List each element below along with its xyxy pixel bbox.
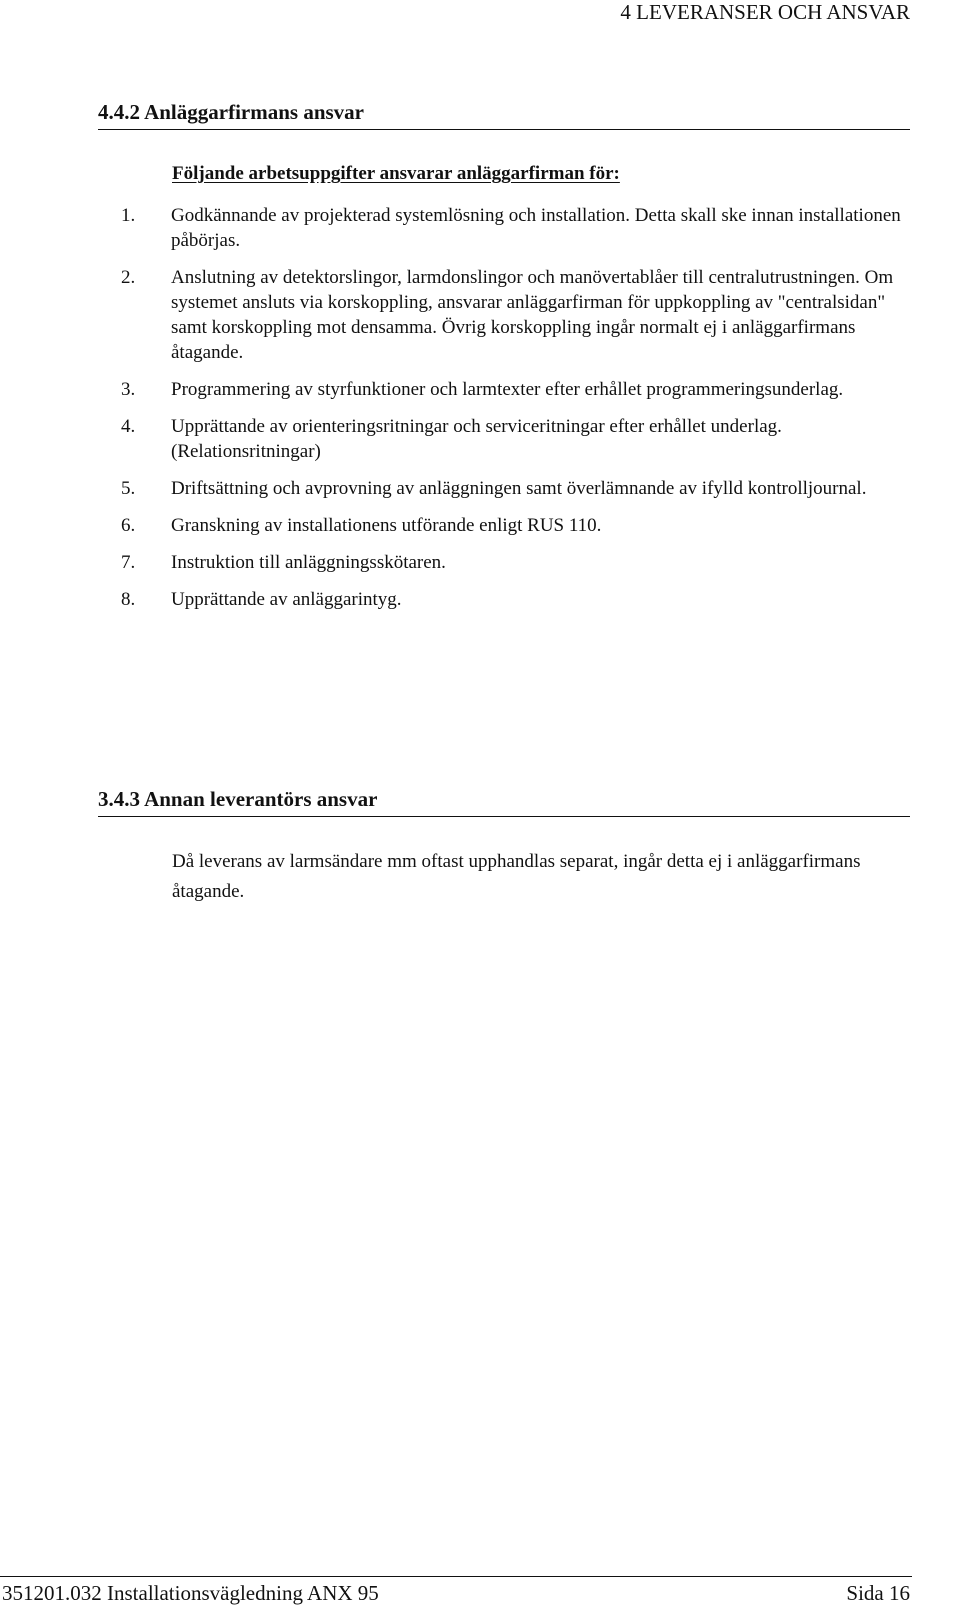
list-item <box>0 265 960 365</box>
list-item <box>0 513 960 538</box>
item-number: 5. <box>121 478 136 499</box>
item-text: Upprättande av anläggarintyg. <box>171 589 402 610</box>
item-text: Programmering av styrfunktioner och larmtexter efter erhållet programmeringsunderlag. <box>171 379 844 400</box>
running-header: 4 LEVERANSER OCH ANSVAR <box>620 0 910 24</box>
task-list-subheading: Följande arbetsuppgifter ansvarar anläggarfirman för: <box>172 163 620 184</box>
section-heading-442: 4.4.2 Anläggarfirmans ansvar <box>98 100 910 130</box>
item-number: 3. <box>121 379 136 400</box>
item-text: Godkännande av projekterad systemlösning och installation. Detta skall ske innan installationen påbörjas. <box>171 205 901 251</box>
item-text: Driftsättning och avprovning av anläggningen samt överlämnande av ifylld kontrolljournal. <box>171 478 867 499</box>
list-item <box>0 377 960 402</box>
list-item <box>0 587 960 612</box>
section-heading-343: 3.4.3 Annan leverantörs ansvar <box>98 787 910 817</box>
task-list <box>0 203 960 624</box>
list-item <box>0 203 960 253</box>
section-paragraph: Då leverans av larmsändare mm oftast upphandlas separat, ingår detta ej i anläggarfirmans åtagande. <box>172 851 861 902</box>
footer-divider <box>0 1576 912 1577</box>
item-number: 4. <box>121 416 136 437</box>
item-number: 1. <box>121 205 136 226</box>
page-number: Sida 16 <box>846 1581 910 1605</box>
item-number: 7. <box>121 552 136 573</box>
item-number: 2. <box>121 267 136 288</box>
list-item <box>0 414 960 464</box>
item-number: 8. <box>121 589 136 610</box>
page-footer <box>0 1576 960 1612</box>
item-text: Upprättande av orienteringsritningar och serviceritningar efter erhållet underlag. (Relationsritningar) <box>171 416 782 462</box>
item-text: Anslutning av detektorslingor, larmdonslingor och manövertablåer till centralutrustningen. Om systemet ansluts via korskoppling, ansvarar anläggarfirman för uppkoppling av "centralsidan" samt korskoppling mot densamma. Övrig korskoppling ingår normalt ej i anläggarfirmans åtagande. <box>171 267 894 363</box>
list-item <box>0 550 960 575</box>
item-number: 6. <box>121 515 136 536</box>
item-text: Granskning av installationens utförande enligt RUS 110. <box>171 515 602 536</box>
footer-document-id: 351201.032 Installationsvägledning ANX 95 <box>2 1581 379 1605</box>
list-item <box>0 476 960 501</box>
item-text: Instruktion till anläggningsskötaren. <box>171 552 446 573</box>
